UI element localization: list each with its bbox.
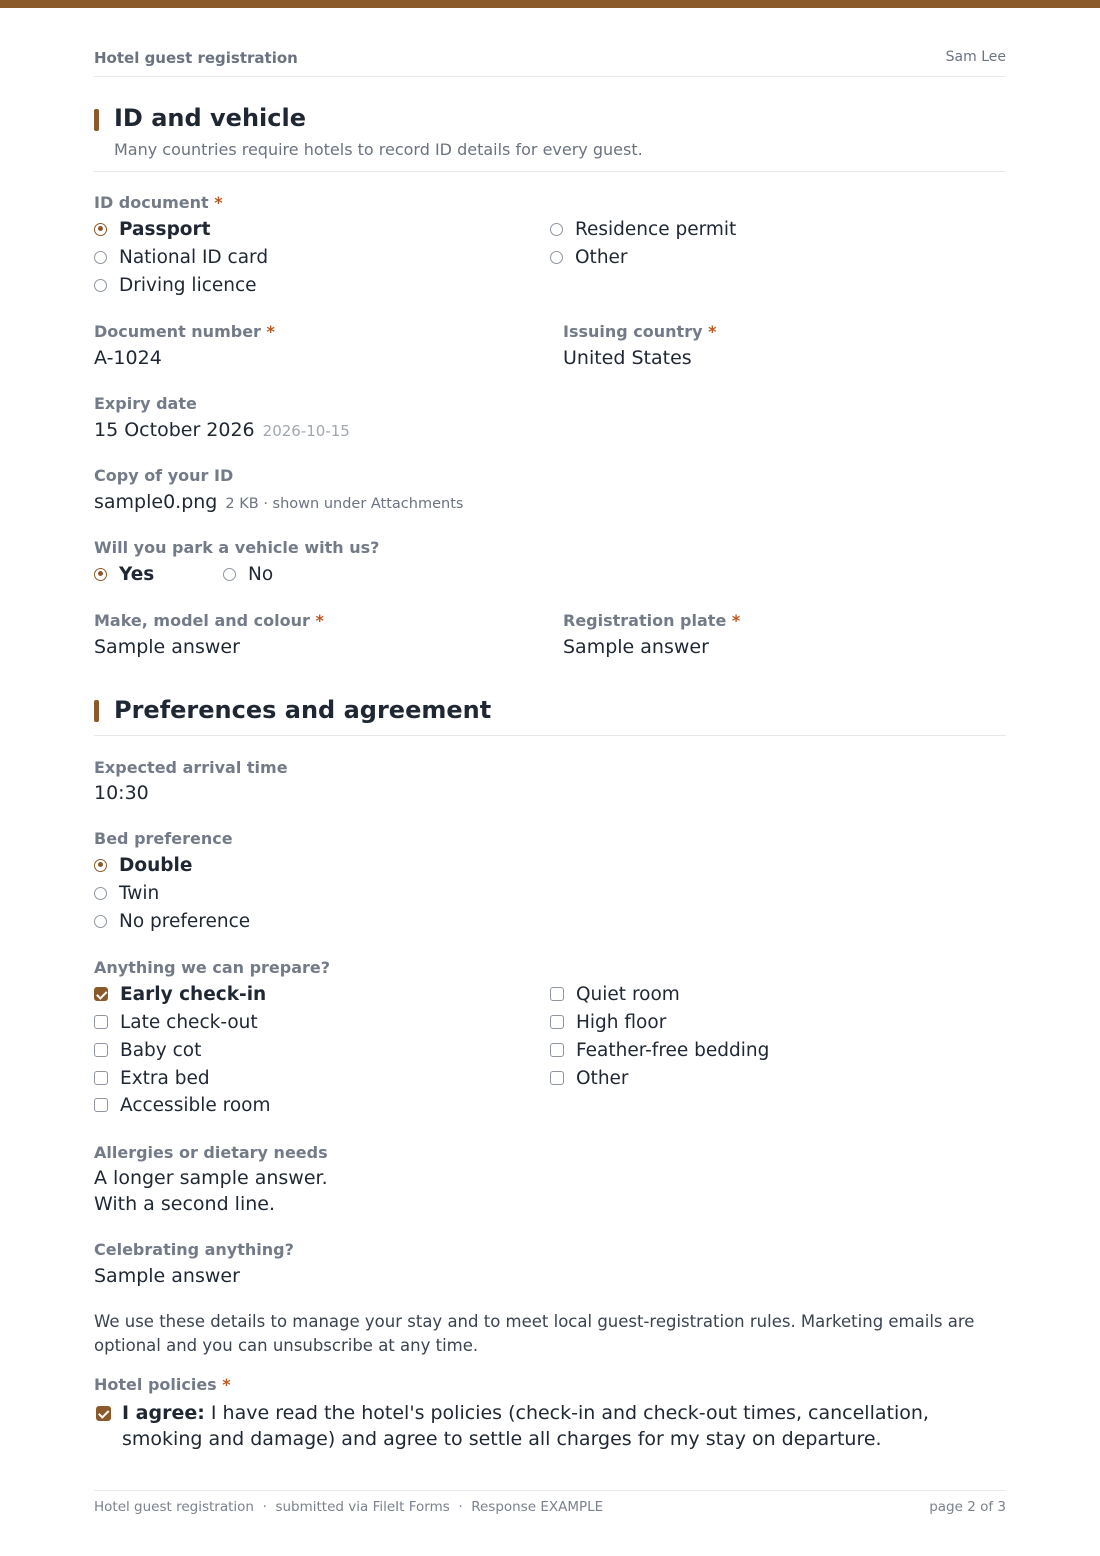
celebrating-label: Celebrating anything? — [94, 1240, 294, 1259]
prepare-option-feather-free-bedding[interactable]: Feather-free bedding — [550, 1037, 769, 1063]
section-preferences-and-agreement — [94, 696, 1006, 736]
radio-icon[interactable] — [94, 887, 107, 900]
arrival-time-label: Expected arrival time — [94, 758, 288, 777]
radio-icon[interactable] — [94, 279, 107, 292]
section-id-and-vehicle — [94, 104, 1006, 172]
section-accent-bar — [94, 109, 99, 131]
vehicle-label: Will you park a vehicle with us? — [94, 538, 380, 557]
prepare-option-baby-cot[interactable]: Baby cot — [94, 1037, 201, 1063]
bed-option-no-preference[interactable]: No preference — [94, 908, 250, 934]
id-copy-filename: sample0.png — [94, 491, 218, 513]
expiry-date-label: Expiry date — [94, 394, 197, 413]
id-copy-meta: 2 KB · shown under Attachments — [225, 496, 464, 512]
bed-option-double[interactable]: Double — [94, 852, 192, 878]
document-number-label: Document number * — [94, 322, 275, 341]
expiry-date-iso: 2026-10-15 — [262, 422, 350, 440]
document-number-value: A-1024 — [94, 347, 162, 369]
user-name: Sam Lee — [945, 49, 1006, 65]
radio-icon[interactable] — [94, 915, 107, 928]
checkbox-icon[interactable] — [550, 1071, 564, 1085]
vehicle-option-yes[interactable]: Yes — [94, 561, 154, 587]
section-subtitle: Many countries require hotels to record ID details for every guest. — [114, 140, 643, 159]
id-document-option-passport[interactable]: Passport — [94, 216, 211, 242]
issuing-country-label: Issuing country * — [563, 322, 717, 341]
prepare-option-early-check-in[interactable]: Early check-in — [94, 981, 266, 1007]
agree-statement: I have read the hotel's policies (check-in and check-out times, cancellation, smoking and damage) and agree to settle all charges for my stay on departure. — [122, 1402, 929, 1450]
footer-info: Hotel guest registration · submitted via FileIt Forms · Response EXAMPLE — [94, 1499, 604, 1515]
checkbox-icon[interactable] — [94, 1071, 108, 1085]
section-title: ID and vehicle — [114, 104, 306, 132]
id-document-option-residence-permit[interactable]: Residence permit — [550, 216, 736, 242]
radio-icon[interactable] — [94, 251, 107, 264]
form-title: Hotel guest registration — [94, 49, 298, 67]
id-copy-file — [94, 491, 463, 513]
make-model-label: Make, model and colour * — [94, 611, 324, 630]
celebrating-value: Sample answer — [94, 1265, 240, 1287]
id-copy-label: Copy of your ID — [94, 466, 234, 485]
checkbox-icon[interactable] — [94, 1015, 108, 1029]
page-footer — [94, 1490, 1006, 1521]
top-accent-bar — [0, 0, 1100, 8]
id-document-label: ID document * — [94, 193, 223, 212]
allergies-value-line-2: With a second line. — [94, 1193, 275, 1215]
vehicle-option-no[interactable]: No — [223, 561, 273, 587]
prepare-label: Anything we can prepare? — [94, 958, 331, 977]
radio-icon[interactable] — [223, 568, 236, 581]
arrival-time-value: 10:30 — [94, 782, 149, 804]
checkbox-icon[interactable] — [94, 1043, 108, 1057]
checkbox-checked-icon[interactable] — [94, 987, 108, 1001]
id-document-option-other[interactable]: Other — [550, 244, 628, 270]
page-number: page 2 of 3 — [929, 1499, 1006, 1515]
bed-option-twin[interactable]: Twin — [94, 880, 159, 906]
checkbox-icon[interactable] — [550, 987, 564, 1001]
registration-plate-value: Sample answer — [563, 636, 709, 658]
section-accent-bar — [94, 700, 99, 722]
radio-icon[interactable] — [550, 251, 563, 264]
page-header — [94, 49, 1006, 77]
checkbox-icon[interactable] — [94, 1098, 108, 1112]
prepare-option-other[interactable]: Other — [550, 1065, 629, 1091]
bed-preference-label: Bed preference — [94, 829, 233, 848]
checkbox-icon[interactable] — [550, 1015, 564, 1029]
radio-selected-icon[interactable] — [94, 223, 107, 236]
prepare-option-late-check-out[interactable]: Late check-out — [94, 1009, 258, 1035]
make-model-value: Sample answer — [94, 636, 240, 658]
section-title: Preferences and agreement — [114, 696, 492, 724]
id-document-option-driving-licence[interactable]: Driving licence — [94, 272, 257, 298]
checkbox-icon[interactable] — [550, 1043, 564, 1057]
prepare-option-extra-bed[interactable]: Extra bed — [94, 1065, 210, 1091]
privacy-note: We use these details to manage your stay and to meet local guest-registration rules. Marketing emails are optional and you can unsubscribe at any time. — [94, 1312, 975, 1355]
radio-selected-icon[interactable] — [94, 568, 107, 581]
agreement-text — [122, 1400, 1006, 1452]
registration-plate-label: Registration plate * — [563, 611, 741, 630]
allergies-label: Allergies or dietary needs — [94, 1143, 328, 1162]
id-document-option-national-id[interactable]: National ID card — [94, 244, 268, 270]
checkbox-checked-icon[interactable] — [96, 1406, 111, 1421]
agree-label: I agree: — [122, 1402, 205, 1424]
radio-icon[interactable] — [550, 223, 563, 236]
prepare-option-accessible-room[interactable]: Accessible room — [94, 1092, 270, 1118]
expiry-date-value: 15 October 2026 2026-10-15 — [94, 419, 350, 441]
hotel-policies-label: Hotel policies * — [94, 1375, 231, 1394]
allergies-value-line-1: A longer sample answer. — [94, 1167, 328, 1189]
prepare-option-high-floor[interactable]: High floor — [550, 1009, 666, 1035]
issuing-country-value: United States — [563, 347, 692, 369]
prepare-option-quiet-room[interactable]: Quiet room — [550, 981, 680, 1007]
radio-selected-icon[interactable] — [94, 859, 107, 872]
